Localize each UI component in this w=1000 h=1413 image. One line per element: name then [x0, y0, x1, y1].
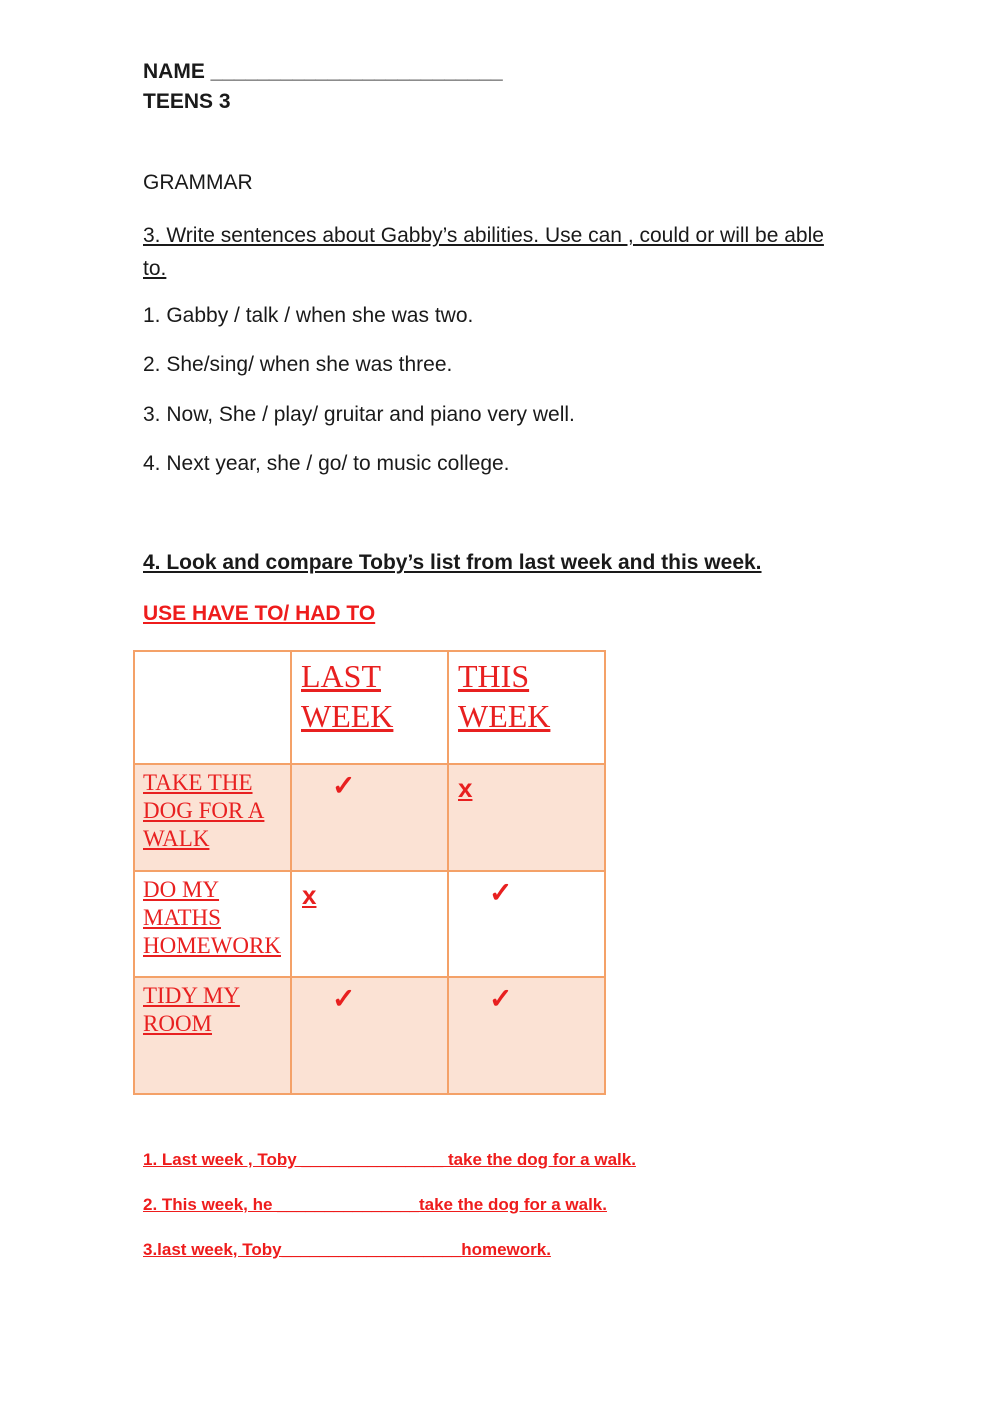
table-header-row	[134, 651, 605, 764]
comparison-table	[133, 650, 606, 1095]
check-icon: ✓	[332, 771, 356, 802]
task-cell: TAKE THE DOG FOR A WALK	[134, 764, 291, 871]
this-week-cell	[448, 871, 605, 977]
table-row	[134, 764, 605, 871]
table-row	[134, 871, 605, 977]
this-week-cell	[448, 977, 605, 1094]
table-row	[134, 977, 605, 1094]
exercise4-subinstruction: USE HAVE TO/ HAD TO	[143, 602, 376, 625]
exercise3-sentence: 3. Now, She / play/ gruitar and piano very well.	[143, 403, 575, 426]
check-icon: ✓	[489, 984, 513, 1015]
cross-icon: x	[302, 880, 317, 910]
class-label: TEENS 3	[143, 90, 231, 113]
last-week-cell	[291, 977, 448, 1094]
header-this-week: THIS WEEK	[448, 651, 605, 764]
table-header-empty	[134, 651, 291, 764]
cross-icon: x	[458, 773, 473, 803]
name-field-line: NAME _________________________	[143, 60, 503, 83]
check-icon: ✓	[332, 984, 356, 1015]
exercise4-sentence: 3.last week, Toby___________________homework.	[143, 1240, 551, 1259]
header-last-week: LAST WEEK	[291, 651, 448, 764]
exercise4-sentence: 2. This week, he _______________take the dog for a walk.	[143, 1195, 607, 1214]
last-week-cell	[291, 764, 448, 871]
check-icon: ✓	[489, 878, 513, 909]
task-cell: TIDY MY ROOM	[134, 977, 291, 1094]
exercise3-sentence: 4. Next year, she / go/ to music college.	[143, 452, 510, 475]
this-week-cell	[448, 764, 605, 871]
task-cell: DO MY MATHS HOMEWORK	[134, 871, 291, 977]
exercise3-instruction: 3. Write sentences about Gabby’s abilities. Use can , could or will be able to.	[143, 224, 824, 280]
section-title: GRAMMAR	[143, 171, 253, 194]
exercise4-sentence: 1. Last week , Toby _______________ take the dog for a walk.	[143, 1150, 636, 1169]
exercise4-instruction: 4. Look and compare Toby’s list from last week and this week.	[143, 551, 762, 574]
exercise3-sentence: 2. She/sing/ when she was three.	[143, 353, 453, 376]
last-week-cell	[291, 871, 448, 977]
exercise3-sentence: 1. Gabby / talk / when she was two.	[143, 304, 474, 327]
